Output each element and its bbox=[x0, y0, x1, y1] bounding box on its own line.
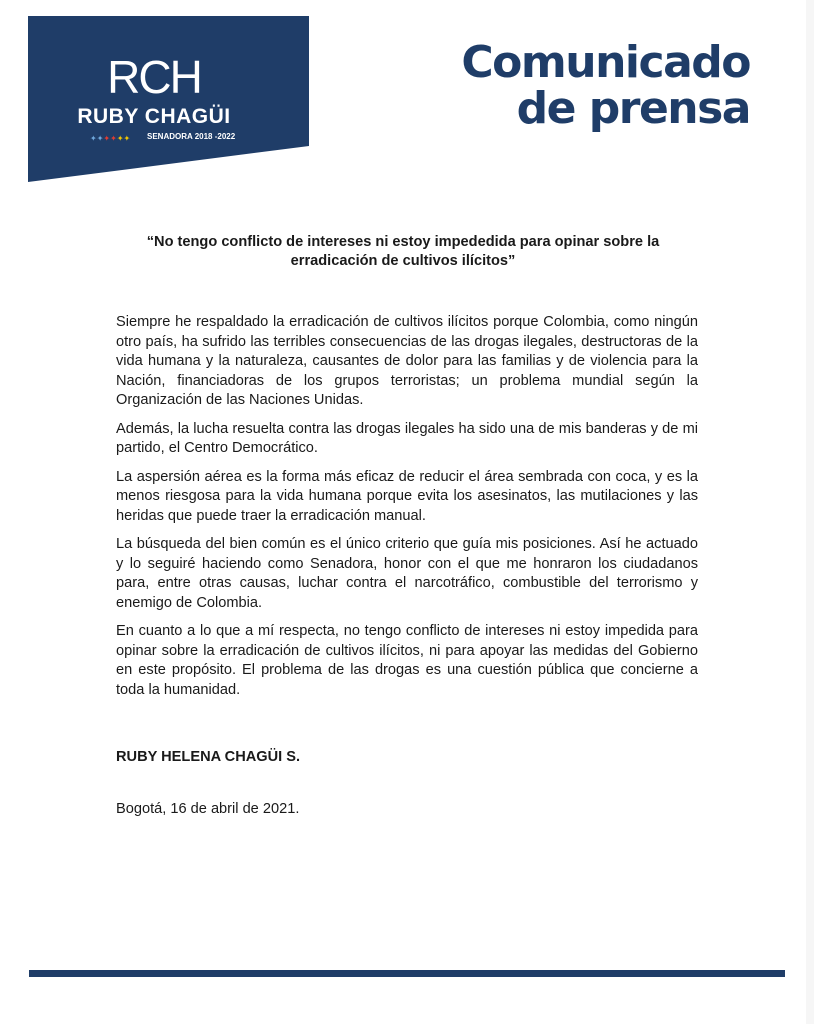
logo-monogram: RCH bbox=[107, 51, 201, 103]
signature: RUBY HELENA CHAGÜI S. bbox=[116, 749, 301, 765]
paragraph: La aspersión aérea es la forma más eficaz de reducir el área sembrada con coca, y es la menos riesgosa para la vida humana porque evita los asesinatos, las mutilaciones y las heridas que puede traer la erradicación manual. bbox=[116, 468, 698, 524]
footer-divider bbox=[29, 970, 785, 977]
press-headline: “No tengo conflicto de intereses ni estoy impededida para opinar sobre la erradicación de cultivos ilícitos” bbox=[146, 234, 660, 269]
campaign-logo bbox=[28, 16, 309, 182]
date-line: Bogotá, 16 de abril de 2021. bbox=[116, 801, 300, 817]
logo-stars-icon: ✦✦✦✦✦✦ bbox=[90, 134, 131, 143]
paragraph: La búsqueda del bien común es el único criterio que guía mis posiciones. Así he actuado y lo seguiré haciendo como Senadora, honor con el que me honraron los ciudadanos para, entre otras causas, luchar contra el narcotráfico, combustible del terrorismo y enemigo de Colombia. bbox=[116, 536, 698, 611]
logo-tagline: SENADORA 2018 -2022 bbox=[147, 132, 236, 141]
heading-line-2: de prensa bbox=[516, 83, 750, 134]
document-type-heading bbox=[461, 37, 750, 134]
paragraph: Además, la lucha resuelta contra las drogas ilegales ha sido una de mis banderas y de mi partido, el Centro Democrático. bbox=[116, 420, 698, 456]
press-body bbox=[116, 313, 698, 709]
logo-name: RUBY CHAGÜI bbox=[77, 105, 231, 128]
heading-line-1: Comunicado bbox=[461, 37, 750, 88]
paragraph: Siempre he respaldado la erradicación de cultivos ilícitos porque Colombia, como ningún otro país, ha sufrido las terribles consecuencias de las drogas ilegales, destructoras de la vida humana y la naturaleza, causantes de dolor para las familias y de violencia para la Nación, financiadoras de los grupos terroristas; un problema mundial según la Organización de las Naciones Unidas. bbox=[116, 314, 698, 408]
paragraph: En cuanto a lo que a mí respecta, no tengo conflicto de intereses ni estoy impedida para opinar sobre la erradicación de cultivos ilícitos, ni para apoyar las medidas del Gobierno en este propósito. El problema de las drogas es una cuestión pública que concierne a toda la humanidad. bbox=[116, 623, 698, 698]
